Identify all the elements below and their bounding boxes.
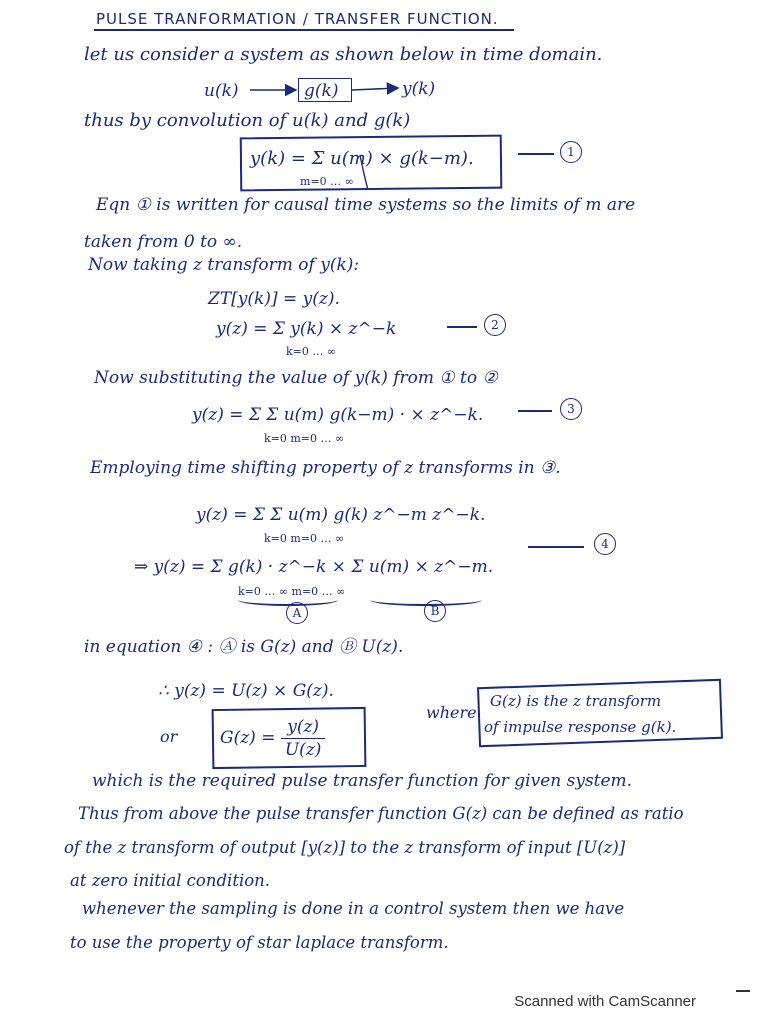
or-label: or (160, 727, 178, 746)
para-line-4: at zero initial condition. (70, 871, 271, 890)
eq2-tag-dash (447, 326, 477, 328)
page-heading: PULSE TRANFORMATION / TRANSFER FUNCTION. (96, 10, 499, 28)
gz-formula (220, 716, 325, 761)
eq1-tag: 1 (560, 141, 582, 163)
para-line-1: which is the required pulse transfer function for given system. (92, 771, 633, 791)
where-note-1: G(z) is the z transform (490, 692, 662, 710)
eq-shift: y(z) = Σ Σ u(m) g(k) z^−m z^−k. (196, 505, 486, 525)
time-shift-line: Employing time shifting property of z transforms in ③. (90, 458, 561, 478)
eq4-tag: 4 (594, 533, 616, 555)
substitution-line: Now substituting the value of y(k) from ① to ② (94, 368, 498, 388)
causal-note-1: Eqn ① is written for causal time systems so the limits of m are (96, 195, 636, 215)
where-label: where (426, 703, 477, 722)
convolution-line: thus by convolution of u(k) and g(k) (84, 110, 411, 131)
eq4-tag-dash (528, 546, 584, 548)
brace-b-label: B (424, 600, 446, 622)
gz-fraction (281, 716, 326, 761)
eq4: ⇒ y(z) = Σ g(k) · z^−k × Σ u(m) × z^−m. (134, 557, 494, 577)
eq3-tag: 3 (560, 398, 582, 420)
eq1-tag-dash (518, 153, 554, 155)
in-equation-line: in equation ④ : Ⓐ is G(z) and Ⓑ U(z). (84, 637, 404, 657)
eq1-limits: m=0 … ∞ (300, 175, 354, 188)
eq-shift-limits: k=0 m=0 … ∞ (264, 532, 345, 545)
therefore-line: ∴ y(z) = U(z) × G(z). (158, 681, 334, 701)
where-note-2: of impulse response g(k). (484, 718, 677, 736)
eq3-limits: k=0 m=0 … ∞ (264, 432, 345, 445)
gz-lhs: G(z) = (220, 728, 276, 748)
gz-numerator: y(z) (281, 716, 326, 739)
para-line-6: to use the property of star laplace transform. (70, 933, 449, 952)
block-system-label: g(k) (304, 81, 339, 101)
eq2-tag: 2 (484, 314, 506, 336)
z-transform-intro: Now taking z transform of y(k): (88, 255, 360, 275)
eq3: y(z) = Σ Σ u(m) g(k−m) · × z^−k. (192, 405, 484, 425)
para-line-5: whenever the sampling is done in a control system then we have (82, 899, 625, 918)
gz-denominator: U(z) (284, 740, 322, 760)
eq2-limits: k=0 … ∞ (286, 345, 337, 358)
para-line-2: Thus from above the pulse transfer function G(z) can be defined as ratio (78, 804, 684, 823)
eq3-tag-dash (518, 410, 552, 412)
scanner-watermark: Scanned with CamScanner (514, 993, 696, 1010)
para-line-3: of the z transform of output [y(z)] to the z transform of input [U(z)] (64, 838, 626, 857)
footer-mark (736, 990, 750, 992)
causal-note-2: taken from 0 to ∞. (84, 232, 243, 252)
block-input-label: u(k) (204, 81, 239, 101)
zt-definition: ZT[y(k)] = y(z). (208, 289, 340, 309)
block-output-label: y(k) (402, 79, 436, 99)
intro-line: let us consider a system as shown below in time domain. (84, 44, 603, 65)
brace-a-label: A (286, 602, 308, 624)
eq1: y(k) = Σ u(m) × g(k−m). (250, 148, 474, 169)
eq2: y(z) = Σ y(k) × z^−k (216, 319, 397, 339)
eq4-limits: k=0 … ∞ m=0 … ∞ (238, 585, 346, 598)
